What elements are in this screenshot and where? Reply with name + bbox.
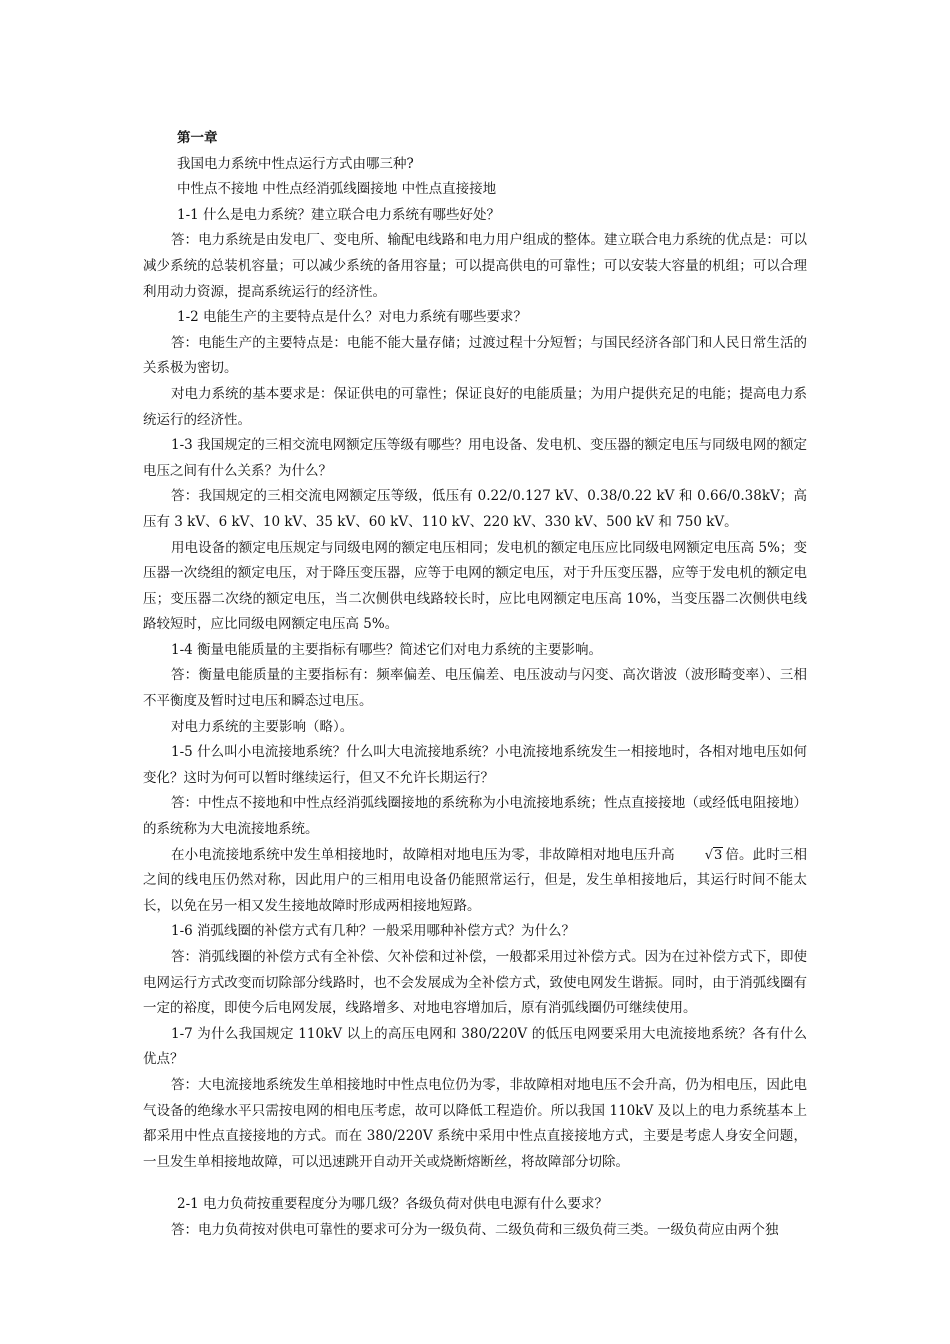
document-body [143, 126, 807, 1244]
answer-1-4-part-1: 答：衡量电能质量的主要指标有：频率偏差、电压偏差、电压波动与闪变、高次谐波（波形畸变率）、三相不平衡度及暂时过电压和瞬态过电压。 [143, 667, 807, 710]
question-1-2: 1-2 电能生产的主要特点是什么？对电力系统有哪些要求？ [177, 309, 528, 326]
question-1-3: 1-3 我国规定的三相交流电网额定压等级有哪些？用电设备、发电机、变压器的额定电压与同级电网的额定电压之间有什么关系？为什么？ [143, 437, 807, 479]
question-1-7: 1-7 为什么我国规定 110kV 以上的高压电网和 380/220V 的低压电网要采用大电流接地系统？各有什么优点？ [143, 1025, 807, 1068]
sqrt-symbol: √3 [704, 847, 723, 863]
question-1-4: 1-4 衡量电能质量的主要指标有哪些？简述它们对电力系统的主要影响。 [171, 641, 603, 658]
section-gap [143, 1175, 807, 1192]
answer-1-7: 答：大电流接地系统发生单相接地时中性点电位仍为零，非故障相对地电压不会升高，仍为相电压，因此电气设备的绝缘水平只需按电网的相电压考虑，故可以降低工程造价。所以我国 110kV 及以上的电力系统基本上都采用中性点直接接地的方式。而在 380/220V 系统中采用中性点直接接地方式，主要是考虑人身安全问题，一旦发生单相接地故障，可以迅速跳开自动开关或烧断熔断丝，将故障部分切除。 [143, 1076, 807, 1170]
question-2-1: 2-1 电力负荷按重要程度分为哪几级？各级负荷对供电电源有什么要求？ [177, 1196, 609, 1213]
chapter-heading: 第一章 [177, 130, 218, 146]
answer-1-3-part-2: 用电设备的额定电压规定与同级电网的额定电压相同；发电机的额定电压应比同级电网额定电压高 5%；变压器一次绕组的额定电压，对于降压变压器，应等于电网的额定电压，对于升压变压器，应等于发电机的额定电压；变压器二次绕的额定电压，当二次侧供电线路较长时，应比电网额定电压高 10%，当变压器二次侧供电线路较短时，应比同级电网额定电压高 5%。 [143, 539, 807, 633]
question-1-5: 1-5 什么叫小电流接地系统？什么叫大电流接地系统？小电流接地系统发生一相接地时，各相对地电压如何变化？这时为何可以暂时继续运行，但又不允许长期运行？ [143, 744, 807, 786]
intro-answer: 中性点不接地 中性点经消弧线圈接地 中性点直接接地 [177, 181, 497, 198]
sqrt-radicand: 3 [714, 847, 723, 863]
answer-1-3-part-1: 答：我国规定的三相交流电网额定压等级，低压有 0.22/0.127 kV、0.38/0.22 kV 和 0.66/0.38kV；高压有 3 kV、6 kV、10 kV、35 kV、60 kV、110 kV、220 kV、330 kV、500 kV 和 750 kV。 [143, 488, 807, 530]
answer-1-5-part-1: 答：中性点不接地和中性点经消弧线圈接地的系统称为小电流接地系统；性点直接接地（或经低电阻接地）的系统称为大电流接地系统。 [143, 795, 807, 838]
answer-1-4-part-2: 对电力系统的主要影响（略）。 [171, 718, 354, 735]
question-1-6: 1-6 消弧线圈的补偿方式有几种？一般采用哪种补偿方式？为什么？ [171, 923, 576, 940]
answer-1-5-part-2 [143, 843, 807, 920]
answer-1-2-part-1: 答：电能生产的主要特点是：电能不能大量存储；过渡过程十分短暂；与国民经济各部门和人民日常生活的关系极为密切。 [143, 334, 807, 377]
answer-1-5-text-after: 倍。此时三相之间的线电压仍然对称，因此用户的三相用电设备仍能照常运行，但是，发生单相接地后，其运行时间不能太长，以免在另一相又发生接地故障时形成两相接地短路。 [143, 846, 807, 914]
answer-1-6: 答：消弧线圈的补偿方式有全补偿、欠补偿和过补偿，一般都采用过补偿方式。因为在过补偿方式下，即使电网运行方式改变而切除部分线路时，也不会发展成为全补偿方式，致使电网发生谐振。同时，由于消弧线圈有一定的裕度，即使今后电网发展，线路增多、对地电容增加后，原有消弧线圈仍可继续使用。 [143, 949, 807, 1017]
intro-question: 我国电力系统中性点运行方式由哪三种? [177, 155, 414, 172]
answer-1-5-text-before: 在小电流接地系统中发生单相接地时，故障相对地电压为零，非故障相对地电压升高 [171, 846, 675, 863]
answer-2-1: 答：电力负荷按对供电可靠性的要求可分为一级负荷、二级负荷和三级负荷三类。一级负荷应由两个独 [171, 1221, 779, 1238]
answer-1-2-part-2: 对电力系统的基本要求是：保证供电的可靠性；保证良好的电能质量；为用户提供充足的电能；提高电力系统运行的经济性。 [143, 385, 807, 428]
question-1-1: 1-1 什么是电力系统？建立联合电力系统有哪些好处？ [177, 206, 501, 223]
answer-1-1: 答：电力系统是由发电厂、变电所、输配电线路和电力用户组成的整体。建立联合电力系统的优点是：可以减少系统的总装机容量；可以减少系统的备用容量；可以提高供电的可靠性；可以安装大容量的机组；可以合理利用动力资源，提高系统运行的经济性。 [143, 232, 807, 300]
